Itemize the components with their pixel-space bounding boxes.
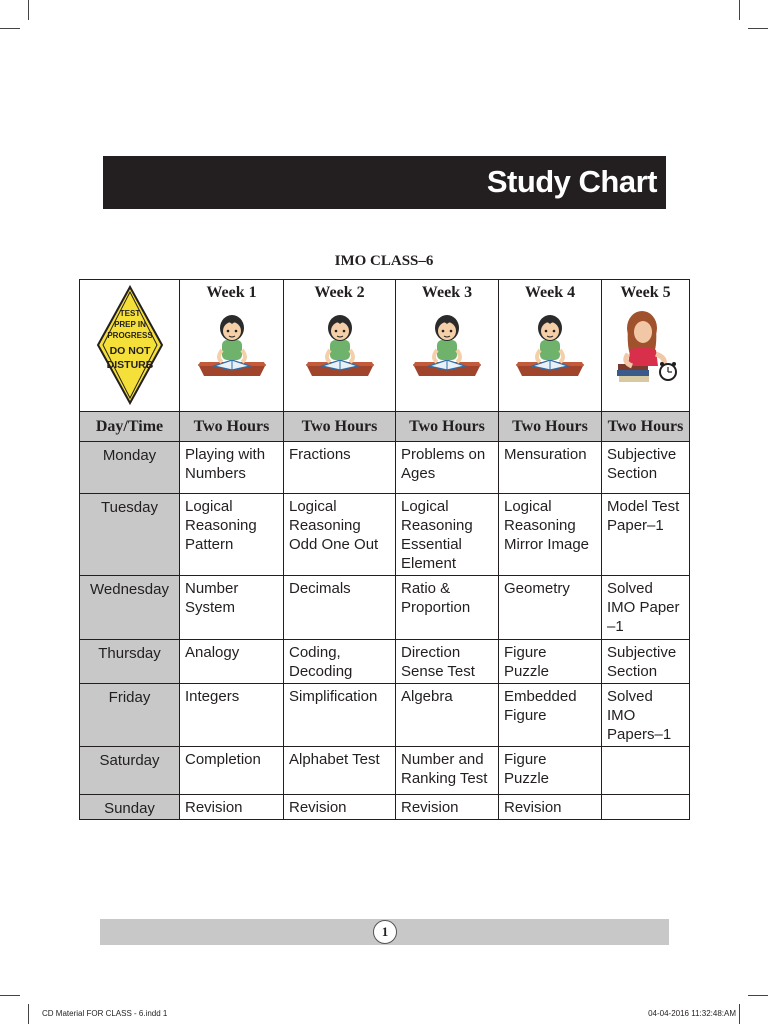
topic-cell (602, 747, 690, 795)
day-label: Friday (80, 684, 180, 747)
crop-mark (748, 995, 768, 996)
study-chart-table (79, 279, 690, 820)
week-header-3 (396, 280, 499, 412)
title-banner (103, 156, 666, 209)
hours-cell: Two Hours (180, 412, 284, 442)
topic-cell: Ratio & Proportion (396, 576, 499, 640)
hours-row (80, 412, 690, 442)
hours-cell: Two Hours (602, 412, 690, 442)
topic-cell: Revision (396, 795, 499, 820)
day-label: Thursday (80, 640, 180, 684)
crop-mark (0, 28, 20, 29)
crop-mark (28, 0, 29, 20)
topic-cell: Revision (284, 795, 396, 820)
boy-reading-book-icon (300, 306, 380, 378)
boy-reading-book-icon (192, 306, 272, 378)
crop-mark (0, 995, 20, 996)
week-label: Week 3 (421, 284, 473, 301)
do-not-disturb-sign-cell (80, 280, 180, 412)
page-title: Study Chart (486, 164, 657, 199)
crop-mark (28, 1004, 29, 1024)
schedule-row (80, 684, 690, 747)
topic-cell: Simplification (284, 684, 396, 747)
hours-cell: Two Hours (284, 412, 396, 442)
topic-cell: Alphabet Test (284, 747, 396, 795)
boy-reading-book-icon (510, 306, 590, 378)
week-header-4 (499, 280, 602, 412)
topic-cell: Number System (180, 576, 284, 640)
topic-cell: Geometry (499, 576, 602, 640)
week-header-5 (602, 280, 690, 412)
topic-cell: Figure Puzzle (499, 640, 602, 684)
hours-cell: Two Hours (396, 412, 499, 442)
slug-timestamp: 04-04-2016 11:32:48:AM (648, 1009, 736, 1018)
day-label: Saturday (80, 747, 180, 795)
hours-cell: Two Hours (499, 412, 602, 442)
day-label: Wednesday (80, 576, 180, 640)
topic-cell: Fractions (284, 442, 396, 494)
topic-cell: Integers (180, 684, 284, 747)
schedule-row (80, 494, 690, 576)
week-label: Week 2 (314, 284, 365, 301)
boy-reading-book-icon (407, 306, 487, 378)
topic-cell: Algebra (396, 684, 499, 747)
topic-cell: Number and Ranking Test (396, 747, 499, 795)
topic-cell: Analogy (180, 640, 284, 684)
crop-mark (739, 1004, 740, 1024)
topic-cell (602, 795, 690, 820)
topic-cell: Solved IMO Paper –1 (602, 576, 690, 640)
schedule-row (80, 442, 690, 494)
topic-cell: Model Test Paper–1 (602, 494, 690, 576)
topic-cell: Logical Reasoning Odd One Out (284, 494, 396, 576)
sign-text-line: PREP IN (113, 320, 146, 329)
page-number: 1 (373, 920, 397, 944)
topic-cell: Figure Puzzle (499, 747, 602, 795)
topic-cell: Direction Sense Test (396, 640, 499, 684)
schedule-row (80, 795, 690, 820)
topic-cell: Solved IMO Papers–1 (602, 684, 690, 747)
topic-cell: Logical Reasoning Pattern (180, 494, 284, 576)
topic-cell: Subjective Section (602, 442, 690, 494)
topic-cell: Embedded Figure (499, 684, 602, 747)
schedule-row (80, 576, 690, 640)
topic-cell: Completion (180, 747, 284, 795)
crop-mark (748, 28, 768, 29)
day-time-header: Day/Time (80, 412, 180, 442)
crop-mark (739, 0, 740, 20)
day-label: Monday (80, 442, 180, 494)
sign-text-line: DO NOT (109, 345, 150, 357)
week-header-2 (284, 280, 396, 412)
topic-cell: Playing with Numbers (180, 442, 284, 494)
topic-cell: Revision (180, 795, 284, 820)
day-label: Tuesday (80, 494, 180, 576)
chart-subtitle: IMO CLASS–6 (334, 253, 434, 269)
topic-cell: Decimals (284, 576, 396, 640)
topic-cell: Logical Reasoning Mirror Image (499, 494, 602, 576)
schedule-row (80, 640, 690, 684)
week-label: Week 4 (524, 284, 576, 301)
topic-cell: Problems on Ages (396, 442, 499, 494)
week-header-1 (180, 280, 284, 412)
topic-cell: Coding, Decoding (284, 640, 396, 684)
day-label: Sunday (80, 795, 180, 820)
week-label: Week 1 (206, 284, 257, 301)
topic-cell: Mensuration (499, 442, 602, 494)
sign-text-line: PROGRESS (106, 331, 153, 340)
topic-cell: Subjective Section (602, 640, 690, 684)
do-not-disturb-sign-icon (95, 284, 165, 406)
schedule-row (80, 747, 690, 795)
sign-text-line: TEST (119, 309, 140, 318)
sign-text-line: DISTURB (106, 359, 153, 371)
header-row (80, 280, 690, 412)
girl-with-books-and-clock-icon (614, 306, 678, 386)
topic-cell: Logical Reasoning Essential Element (396, 494, 499, 576)
week-label: Week 5 (620, 284, 671, 301)
slug-filename: CD Material FOR CLASS - 6.indd 1 (42, 1009, 168, 1018)
topic-cell: Revision (499, 795, 602, 820)
